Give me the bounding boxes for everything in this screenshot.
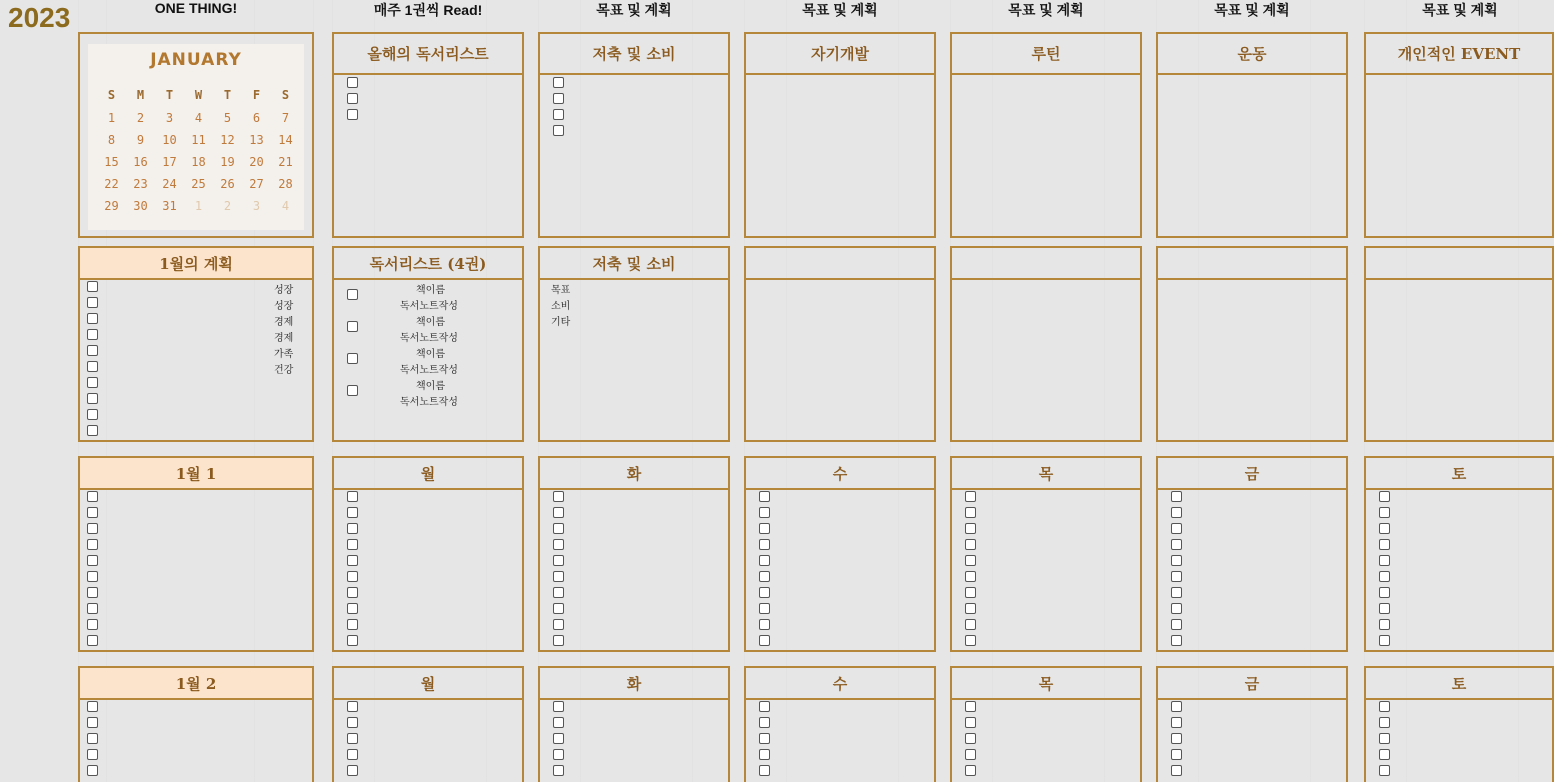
week-1-day-tue: 화 — [538, 456, 730, 490]
column-header-goals-3: 목표 및 계획 — [1008, 2, 1084, 18]
week-1-box — [78, 488, 314, 652]
checkbox[interactable] — [87, 571, 98, 582]
checkbox[interactable] — [87, 587, 98, 598]
checkbox[interactable] — [87, 377, 98, 388]
calendar-day: 4 — [194, 111, 203, 125]
checkbox[interactable] — [347, 539, 358, 550]
checkbox[interactable] — [553, 619, 564, 630]
checkbox[interactable] — [1379, 701, 1390, 712]
calendar-day: 27 — [249, 177, 264, 191]
week-2-header: 1월 2 — [78, 666, 314, 700]
checkbox[interactable] — [87, 717, 98, 728]
checkbox[interactable] — [553, 507, 564, 518]
checkbox[interactable] — [87, 345, 98, 356]
checkbox[interactable] — [1171, 603, 1182, 614]
checkbox[interactable] — [1379, 571, 1390, 582]
calendar-day: 20 — [249, 155, 264, 169]
checkbox[interactable] — [965, 555, 976, 566]
calendar-day: 28 — [278, 177, 293, 191]
checkbox[interactable] — [759, 749, 770, 760]
checkbox[interactable] — [759, 603, 770, 614]
checkbox[interactable] — [553, 587, 564, 598]
week-1-day-box — [1156, 488, 1348, 652]
routine-header: 루틴 — [950, 32, 1142, 75]
calendar-day: 13 — [249, 133, 264, 147]
checkbox[interactable] — [347, 765, 358, 776]
calendar-day: 15 — [104, 155, 119, 169]
week-1-day-box — [1364, 488, 1554, 652]
checkbox[interactable] — [1379, 603, 1390, 614]
reading-note-label: 독서노트작성 — [400, 333, 458, 344]
savings-header: 저축 및 소비 — [538, 32, 730, 75]
calendar-day: 3 — [252, 199, 261, 213]
calendar-weekday: W — [194, 88, 203, 102]
checkbox[interactable] — [965, 765, 976, 776]
checkbox[interactable] — [759, 765, 770, 776]
column-header-goals-2: 목표 및 계획 — [802, 2, 878, 18]
checkbox[interactable] — [347, 619, 358, 630]
checkbox[interactable] — [1379, 749, 1390, 760]
checkbox[interactable] — [87, 409, 98, 420]
book-name-label: 책이름 — [416, 285, 445, 296]
calendar-day: 29 — [104, 199, 119, 213]
week-1-day-box — [538, 488, 730, 652]
checkbox[interactable] — [759, 523, 770, 534]
checkbox[interactable] — [553, 555, 564, 566]
checkbox[interactable] — [1379, 765, 1390, 776]
checkbox[interactable] — [965, 701, 976, 712]
book-name-label: 책이름 — [416, 349, 445, 360]
checkbox[interactable] — [87, 297, 98, 308]
week-2-day-box — [950, 698, 1142, 782]
week-2-day-box — [1364, 698, 1554, 782]
checkbox[interactable] — [1379, 523, 1390, 534]
plan-category-label: 경제 — [274, 333, 294, 344]
book-name-label: 책이름 — [416, 381, 445, 392]
self-development-box — [744, 73, 936, 238]
empty-box — [1364, 278, 1554, 442]
checkbox[interactable] — [1379, 587, 1390, 598]
january-calendar — [88, 44, 304, 230]
checkbox[interactable] — [759, 539, 770, 550]
personal-event-box — [1364, 73, 1554, 238]
checkbox[interactable] — [347, 717, 358, 728]
checkbox[interactable] — [347, 77, 358, 88]
checkbox[interactable] — [87, 635, 98, 646]
checkbox[interactable] — [347, 321, 358, 332]
calendar-day: 18 — [191, 155, 206, 169]
checkbox[interactable] — [965, 635, 976, 646]
empty-header — [950, 246, 1142, 280]
week-1-day-fri: 금 — [1156, 456, 1348, 490]
checkbox[interactable] — [1171, 507, 1182, 518]
checkbox[interactable] — [965, 571, 976, 582]
checkbox[interactable] — [347, 523, 358, 534]
checkbox[interactable] — [965, 733, 976, 744]
column-header-read: 매주 1권씩 Read! — [373, 2, 483, 18]
checkbox[interactable] — [87, 765, 98, 776]
checkbox[interactable] — [553, 571, 564, 582]
checkbox[interactable] — [347, 109, 358, 120]
calendar-day: 23 — [133, 177, 148, 191]
checkbox[interactable] — [759, 717, 770, 728]
week-2-day-box — [744, 698, 936, 782]
calendar-month: JANUARY — [150, 50, 242, 70]
checkbox[interactable] — [965, 539, 976, 550]
calendar-day: 30 — [133, 199, 148, 213]
checkbox[interactable] — [553, 749, 564, 760]
week-2-day-box — [1156, 698, 1348, 782]
calendar-day: 5 — [223, 111, 232, 125]
week-2-day-tue: 화 — [538, 666, 730, 700]
checkbox[interactable] — [347, 491, 358, 502]
calendar-day: 2 — [223, 199, 232, 213]
empty-header — [1364, 246, 1554, 280]
checkbox[interactable] — [1171, 587, 1182, 598]
checkbox[interactable] — [1379, 635, 1390, 646]
checkbox[interactable] — [347, 733, 358, 744]
routine-box — [950, 73, 1142, 238]
checkbox[interactable] — [1171, 701, 1182, 712]
reading-note-label: 독서노트작성 — [400, 365, 458, 376]
calendar-day: 9 — [136, 133, 145, 147]
checkbox[interactable] — [87, 749, 98, 760]
checkbox[interactable] — [87, 281, 98, 292]
checkbox[interactable] — [87, 603, 98, 614]
checkbox[interactable] — [553, 523, 564, 534]
checkbox[interactable] — [1171, 733, 1182, 744]
checkbox[interactable] — [553, 717, 564, 728]
calendar-day: 1 — [194, 199, 203, 213]
checkbox[interactable] — [347, 587, 358, 598]
empty-header — [744, 246, 936, 280]
calendar-day: 11 — [191, 133, 206, 147]
checkbox[interactable] — [1171, 717, 1182, 728]
checkbox[interactable] — [553, 635, 564, 646]
calendar-weekday: T — [223, 88, 232, 102]
checkbox[interactable] — [87, 361, 98, 372]
calendar-weekday: F — [252, 88, 261, 102]
calendar-day: 22 — [104, 177, 119, 191]
checkbox[interactable] — [1171, 539, 1182, 550]
checkbox[interactable] — [87, 619, 98, 630]
checkbox[interactable] — [965, 587, 976, 598]
checkbox[interactable] — [87, 523, 98, 534]
year-label: 2023 — [8, 2, 71, 33]
reading-note-label: 독서노트작성 — [400, 397, 458, 408]
calendar-weekday: M — [136, 88, 145, 102]
exercise-box — [1156, 73, 1348, 238]
personal-event-header: 개인적인 EVENT — [1364, 32, 1554, 75]
plan-category-label: 성장 — [274, 301, 294, 312]
checkbox[interactable] — [1379, 555, 1390, 566]
checkbox[interactable] — [965, 603, 976, 614]
calendar-day: 1 — [107, 111, 116, 125]
week-2-day-box — [332, 698, 524, 782]
checkbox[interactable] — [347, 571, 358, 582]
calendar-day: 17 — [162, 155, 177, 169]
calendar-day: 31 — [162, 199, 177, 213]
checkbox[interactable] — [87, 555, 98, 566]
reading-note-label: 독서노트작성 — [400, 301, 458, 312]
checkbox[interactable] — [347, 749, 358, 760]
calendar-day: 25 — [191, 177, 206, 191]
checkbox[interactable] — [965, 749, 976, 760]
savings-row-label: 목표 — [551, 285, 571, 296]
checkbox[interactable] — [553, 603, 564, 614]
checkbox[interactable] — [965, 619, 976, 630]
column-header-goals-5: 목표 및 계획 — [1422, 2, 1498, 18]
calendar-day: 16 — [133, 155, 148, 169]
reading-list-year-box — [332, 73, 524, 238]
monthly-savings-header: 저축 및 소비 — [538, 246, 730, 280]
week-1-day-thu: 목 — [950, 456, 1142, 490]
checkbox[interactable] — [553, 733, 564, 744]
plan-category-label: 가족 — [274, 349, 294, 360]
checkbox[interactable] — [1171, 635, 1182, 646]
week-1-header: 1월 1 — [78, 456, 314, 490]
checkbox[interactable] — [87, 425, 98, 436]
checkbox[interactable] — [347, 385, 358, 396]
checkbox[interactable] — [553, 491, 564, 502]
calendar-day: 2 — [136, 111, 145, 125]
checkbox[interactable] — [347, 701, 358, 712]
week-2-day-wed: 수 — [744, 666, 936, 700]
calendar-day: 7 — [281, 111, 290, 125]
empty-box — [1156, 278, 1348, 442]
checkbox[interactable] — [87, 329, 98, 340]
week-2-day-sat: 토 — [1364, 666, 1554, 700]
checkbox[interactable] — [87, 539, 98, 550]
empty-box — [744, 278, 936, 442]
checkbox[interactable] — [87, 313, 98, 324]
calendar-weekday: S — [107, 88, 116, 102]
column-header-one-thing: ONE THING! — [154, 0, 238, 16]
checkbox[interactable] — [965, 507, 976, 518]
checkbox[interactable] — [759, 619, 770, 630]
checkbox[interactable] — [1379, 539, 1390, 550]
checkbox[interactable] — [347, 93, 358, 104]
calendar-day: 3 — [165, 111, 174, 125]
calendar-weekday: T — [165, 88, 174, 102]
checkbox[interactable] — [1171, 765, 1182, 776]
empty-header — [1156, 246, 1348, 280]
checkbox[interactable] — [347, 635, 358, 646]
checkbox[interactable] — [1171, 491, 1182, 502]
week-1-day-mon: 월 — [332, 456, 524, 490]
checkbox[interactable] — [553, 93, 564, 104]
checkbox[interactable] — [87, 701, 98, 712]
checkbox[interactable] — [965, 523, 976, 534]
checkbox[interactable] — [759, 635, 770, 646]
calendar-day: 4 — [281, 199, 290, 213]
checkbox[interactable] — [1379, 507, 1390, 518]
week-1-day-box — [332, 488, 524, 652]
week-2-day-thu: 목 — [950, 666, 1142, 700]
calendar-day: 21 — [278, 155, 293, 169]
checkbox[interactable] — [1171, 571, 1182, 582]
checkbox[interactable] — [759, 701, 770, 712]
reading-list-month-header: 독서리스트 (4권) — [332, 246, 524, 280]
checkbox[interactable] — [1171, 555, 1182, 566]
checkbox[interactable] — [553, 539, 564, 550]
savings-box — [538, 73, 730, 238]
checkbox[interactable] — [1379, 717, 1390, 728]
checkbox[interactable] — [347, 507, 358, 518]
week-2-day-mon: 월 — [332, 666, 524, 700]
checkbox[interactable] — [1171, 619, 1182, 630]
savings-row-label: 기타 — [551, 317, 571, 328]
checkbox[interactable] — [87, 733, 98, 744]
week-2-day-fri: 금 — [1156, 666, 1348, 700]
checkbox[interactable] — [87, 507, 98, 518]
week-1-day-sat: 토 — [1364, 456, 1554, 490]
column-header-goals-1: 목표 및 계획 — [596, 2, 672, 18]
plan-category-label: 성장 — [274, 285, 294, 296]
checkbox[interactable] — [347, 353, 358, 364]
checkbox[interactable] — [553, 765, 564, 776]
checkbox[interactable] — [347, 289, 358, 300]
calendar-day: 6 — [252, 111, 261, 125]
calendar-day: 14 — [278, 133, 293, 147]
checkbox[interactable] — [1379, 491, 1390, 502]
checkbox[interactable] — [87, 393, 98, 404]
empty-box — [950, 278, 1142, 442]
calendar-day: 19 — [220, 155, 235, 169]
checkbox[interactable] — [553, 701, 564, 712]
reading-list-year-header: 올해의 독서리스트 — [332, 32, 524, 75]
calendar-day: 8 — [107, 133, 116, 147]
calendar-day: 24 — [162, 177, 177, 191]
book-name-label: 책이름 — [416, 317, 445, 328]
week-1-day-box — [744, 488, 936, 652]
exercise-header: 운동 — [1156, 32, 1348, 75]
checkbox[interactable] — [759, 555, 770, 566]
calendar-day: 12 — [220, 133, 235, 147]
checkbox[interactable] — [347, 555, 358, 566]
week-1-day-box — [950, 488, 1142, 652]
week-2-box — [78, 698, 314, 782]
calendar-weekday: S — [281, 88, 290, 102]
checkbox[interactable] — [1379, 619, 1390, 630]
checkbox[interactable] — [553, 77, 564, 88]
checkbox[interactable] — [1171, 523, 1182, 534]
plan-category-label: 건강 — [274, 365, 294, 376]
week-1-day-wed: 수 — [744, 456, 936, 490]
savings-row-label: 소비 — [551, 301, 571, 312]
checkbox[interactable] — [965, 491, 976, 502]
checkbox[interactable] — [759, 507, 770, 518]
checkbox[interactable] — [759, 491, 770, 502]
monthly-plan-header: 1월의 계획 — [78, 246, 314, 280]
checkbox[interactable] — [1171, 749, 1182, 760]
column-header-goals-4: 목표 및 계획 — [1214, 2, 1290, 18]
calendar-day: 26 — [220, 177, 235, 191]
week-2-day-box — [538, 698, 730, 782]
checkbox[interactable] — [347, 603, 358, 614]
checkbox[interactable] — [553, 125, 564, 136]
checkbox[interactable] — [759, 587, 770, 598]
checkbox[interactable] — [759, 571, 770, 582]
checkbox[interactable] — [759, 733, 770, 744]
calendar-day: 10 — [162, 133, 177, 147]
checkbox[interactable] — [87, 491, 98, 502]
checkbox[interactable] — [1379, 733, 1390, 744]
plan-category-label: 경제 — [274, 317, 294, 328]
self-development-header: 자기개발 — [744, 32, 936, 75]
checkbox[interactable] — [965, 717, 976, 728]
checkbox[interactable] — [553, 109, 564, 120]
